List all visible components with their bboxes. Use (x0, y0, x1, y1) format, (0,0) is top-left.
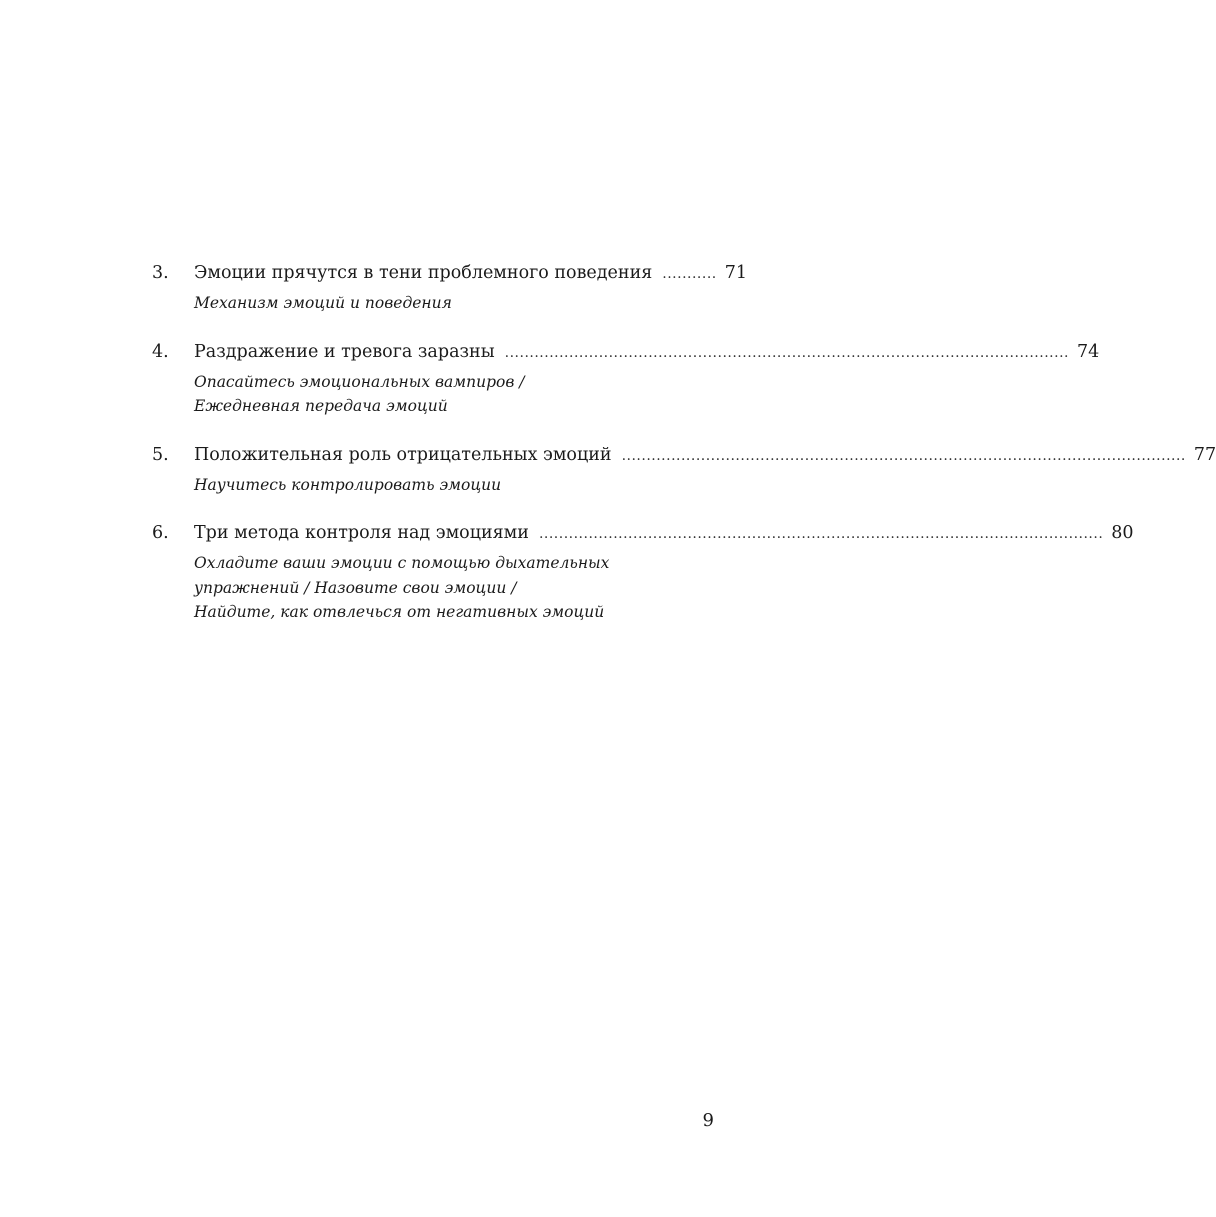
toc-entry-4[interactable] (152, 337, 1100, 419)
chapter-number: 6. (152, 523, 169, 543)
section-line: Опасайтесь эмоциональных вампиров / (194, 372, 525, 391)
chapter-number: 5. (152, 444, 169, 465)
section-list (194, 291, 714, 316)
chapter-number: 4. (152, 341, 169, 362)
page-number: 74 (1076, 341, 1100, 362)
toc-entry-5[interactable] (152, 440, 1216, 498)
toc-entry-heading[interactable] (152, 337, 1100, 368)
page-number: 80 (1111, 523, 1134, 543)
section-line: Научитесь контролировать эмоции (194, 475, 502, 494)
page-number: 77 (1193, 444, 1216, 465)
chapter-title[interactable]: Три метода контроля над эмоциями (194, 523, 529, 543)
toc-entry-heading[interactable] (152, 518, 1134, 549)
toc-entry-heading[interactable] (152, 258, 748, 289)
page-folio-number: 9 (702, 1110, 714, 1131)
section-list (194, 370, 714, 419)
dot-leader: .................................................................................................................. (538, 526, 1104, 542)
section-list (194, 473, 714, 498)
dot-leader: .................................................................................................................. (621, 447, 1186, 464)
chapter-number: 3. (152, 263, 169, 283)
toc-entry-3[interactable] (152, 258, 748, 316)
section-line: Ежедневная передача эмоций (194, 397, 448, 415)
section-line: Найдите, как отвлечься от негативных эмоций (194, 603, 605, 621)
page-number: 71 (724, 263, 748, 283)
toc-entry-heading[interactable] (152, 440, 1216, 471)
chapter-title[interactable]: Эмоции прячутся в тени проблемного поведения (194, 263, 653, 283)
dot-leader: .................................................................................................................. (504, 344, 1069, 361)
section-list (194, 551, 714, 625)
chapter-title[interactable]: Положительная роль отрицательных эмоций (194, 444, 612, 465)
section-line: Механизм эмоций и поведения (194, 294, 452, 312)
section-line: упражнений / Назовите свои эмоции / (194, 578, 517, 597)
dot-leader: ........... (662, 266, 717, 282)
chapter-title[interactable]: Раздражение и тревога заразны (194, 341, 495, 362)
toc-entry-6[interactable] (152, 518, 1134, 625)
table-of-contents (152, 258, 1216, 646)
section-line: Охладите ваши эмоции с помощью дыхательных (194, 554, 610, 572)
